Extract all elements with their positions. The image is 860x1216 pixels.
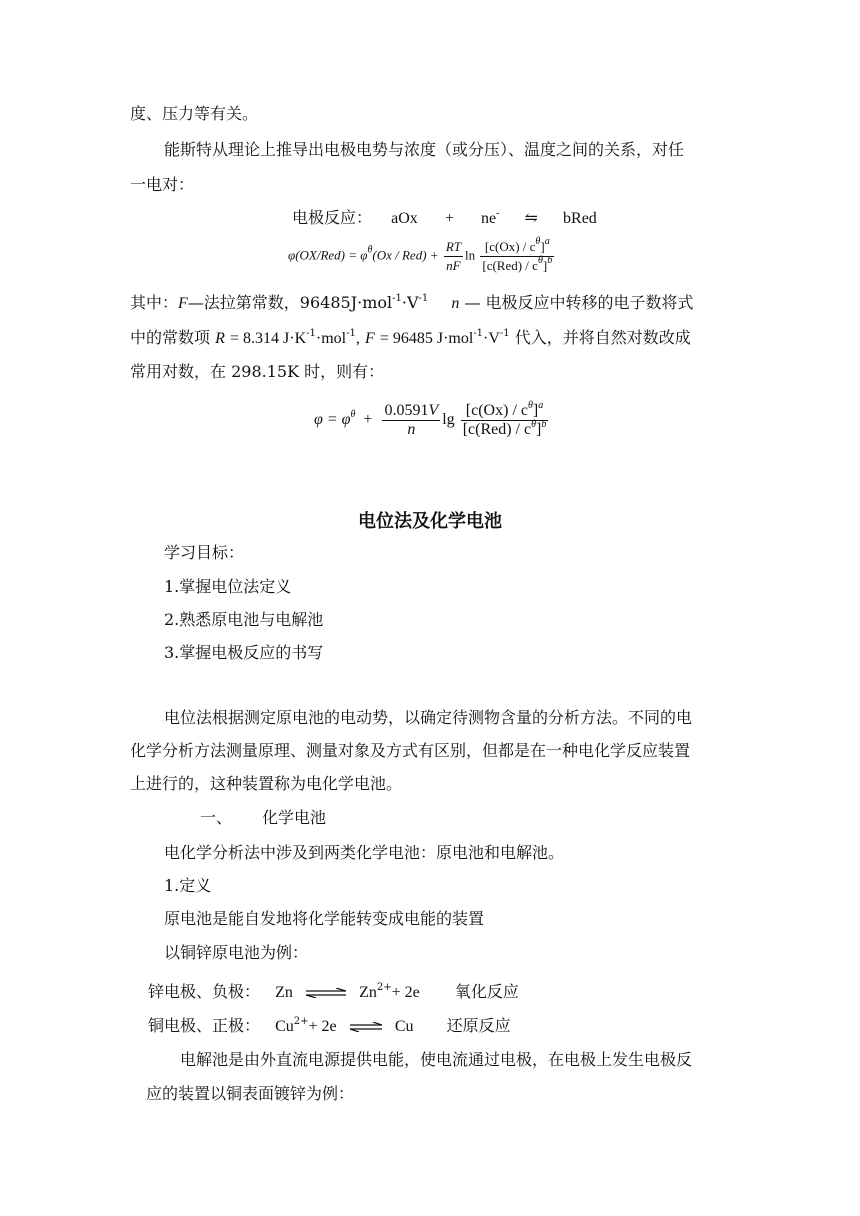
where-line-3: 常用对数，在 298.15K 时，则有：	[130, 362, 385, 381]
example-text: 以铜锌原电池为例：	[164, 943, 309, 962]
rt-over-nf: $\frac{RT}{nF}$	[445, 239, 461, 273]
reaction-label: 电极反应：	[292, 208, 373, 227]
goal-item: 1.掌握电位法定义	[164, 577, 292, 596]
nernst-equation-lg: $\varphi = \varphi^\theta$ + $\frac{0.0591V}{n}$ lg $\frac{[c(Ox) / c^\theta]^a}{[c(Red) / c^\theta]^b}$	[314, 400, 547, 438]
definition-text: 原电池是能自发地将化学能转变成电能的装置	[164, 909, 485, 928]
where-line-1: 其中：F—法拉第常数，$96485J\cdot mol^{-1}\cdot V^{-1}$ n — 电极反应中转移的电子数将式	[130, 293, 694, 312]
reaction-bred: bRed	[563, 210, 597, 227]
equilibrium-arrow-icon	[306, 988, 346, 998]
equilibrium-arrow-icon	[350, 1022, 382, 1032]
equilibrium-arrow-icon: ⇋	[524, 210, 538, 227]
subsection-heading: 一、 化学电池	[200, 808, 327, 827]
zinc-electrode-reaction: 锌电极、负极： Zn $Zn^{2+}+ 2e$ 氧化反应	[148, 982, 519, 1001]
intro-line-3: 一电对：	[130, 175, 195, 194]
intro-line-1: 度、压力等有关。	[130, 104, 259, 123]
para2: 电化学分析法中涉及到两类化学电池：原电池和电解池。	[164, 843, 565, 862]
electrode-reaction	[292, 208, 597, 229]
goal-item: 2.熟悉原电池与电解池	[164, 610, 324, 629]
nernst-equation-ln: $\varphi(OX/Red) = \varphi^\theta(Ox / Red)$ + $\frac{RT}{nF}$ ln $\frac{[c(Ox) / c^\theta]^a}{[c(Red) / c^\theta]^b}$	[288, 236, 553, 273]
intro-line-2: 能斯特从理论上推导出电极电势与浓度（或分压）、温度之间的关系，对任	[164, 140, 685, 159]
definition-heading: 1.定义	[164, 876, 212, 895]
coef-fraction: $\frac{0.0591V}{n}$	[384, 402, 439, 438]
copper-electrode-reaction: 铜电极、正极： $Cu^{2+}+ 2e$ Cu 还原反应	[148, 1016, 511, 1035]
where-line-2: 中的常数项 R = 8.314 $J\cdot K^{-1}\cdot mol^{-1}$, F = 96485 $J\cdot mol^{-1}\cdot V^{-1}$ 代入，并将自然对数改成	[130, 328, 691, 347]
reaction-plus: +	[444, 210, 454, 227]
para1-line-3: 上进行的，这种装置称为电化学电池。	[130, 774, 403, 793]
section-title: 电位法及化学电池	[358, 511, 502, 532]
lg-fraction: $\frac{[c(Ox) / c^\theta]^a}{[c(Red) / c^\theta]^b}$	[462, 400, 547, 438]
goal-item: 3.掌握电极反应的书写	[164, 643, 324, 662]
para1-line-2: 化学分析方法测量原理、测量对象及方式有区别，但都是在一种电化学反应装置	[130, 741, 691, 760]
ln-fraction: $\frac{[c(Ox) / c^\theta]^a}{[c(Red) / c^\theta]^b}$	[482, 236, 553, 273]
para3-line-1: 电解池是由外直流电源提供电能，使电流通过电极，在电极上发生电极反	[180, 1050, 693, 1069]
para3-line-2: 应的装置以铜表面镀锌为例：	[146, 1084, 355, 1103]
reaction-ne: ne-	[480, 208, 500, 227]
para1-line-1: 电位法根据测定原电池的电动势，以确定待测物含量的分析方法。不同的电	[164, 708, 693, 727]
reaction-aox: aOx	[391, 210, 418, 227]
goals-heading: 学习目标：	[164, 543, 245, 562]
